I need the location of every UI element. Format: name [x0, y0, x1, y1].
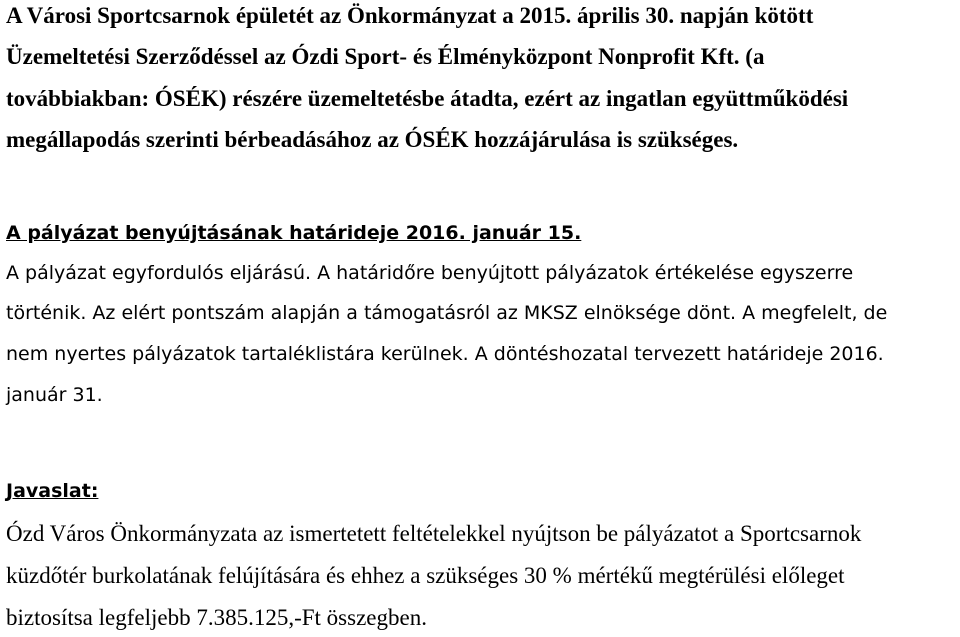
deadline-heading-row — [6, 222, 956, 244]
paragraph-2-line-3: nem nyertes pályázatok tartaléklistára kerülnek. A döntéshozatal tervezett határideje 2016. — [6, 343, 884, 365]
paragraph-2-line-1: A pályázat egyfordulós eljárású. A határidőre benyújtott pályázatok értékelése egyszerre — [6, 262, 854, 284]
paragraph-3-line-2: küzdőtér burkolatának felújítására és ehhez a szükséges 30 % mértékű megtérülési előleget — [6, 563, 845, 588]
paragraph-1-line-1: A Városi Sportcsarnok épületét az Önkormányzat a 2015. április 30. napján kötött — [6, 3, 814, 28]
proposal-heading-row — [6, 480, 956, 502]
deadline-heading: A pályázat benyújtásának határideje 2016. január 15. — [6, 222, 582, 244]
paragraph-2-line-4: január 31. — [6, 384, 103, 406]
paragraph-2-line-2: történik. Az elért pontszám alapján a támogatásról az MKSZ elnöksége dönt. A megfelelt, de — [6, 302, 888, 324]
paragraph-1-line-2: Üzemeltetési Szerződéssel az Ózdi Sport- és Élményközpont Nonprofit Kft. (a — [6, 44, 765, 69]
paragraph-3-line-3: biztosítsa legfeljebb 7.385.125,-Ft összegben. — [6, 605, 427, 630]
paragraph-3-line-1: Ózd Város Önkormányzata az ismertetett feltételekkel nyújtson be pályázatot a Sportcsarnok — [6, 521, 862, 546]
proposal-heading: Javaslat: — [6, 480, 99, 502]
paragraph-1-line-3: továbbiakban: ÓSÉK) részére üzemeltetésbe átadta, ezért az ingatlan együttműködési — [6, 86, 849, 111]
paragraph-1-line-4: megállapodás szerinti bérbeadásához az ÓSÉK hozzájárulása is szükséges. — [6, 127, 739, 152]
